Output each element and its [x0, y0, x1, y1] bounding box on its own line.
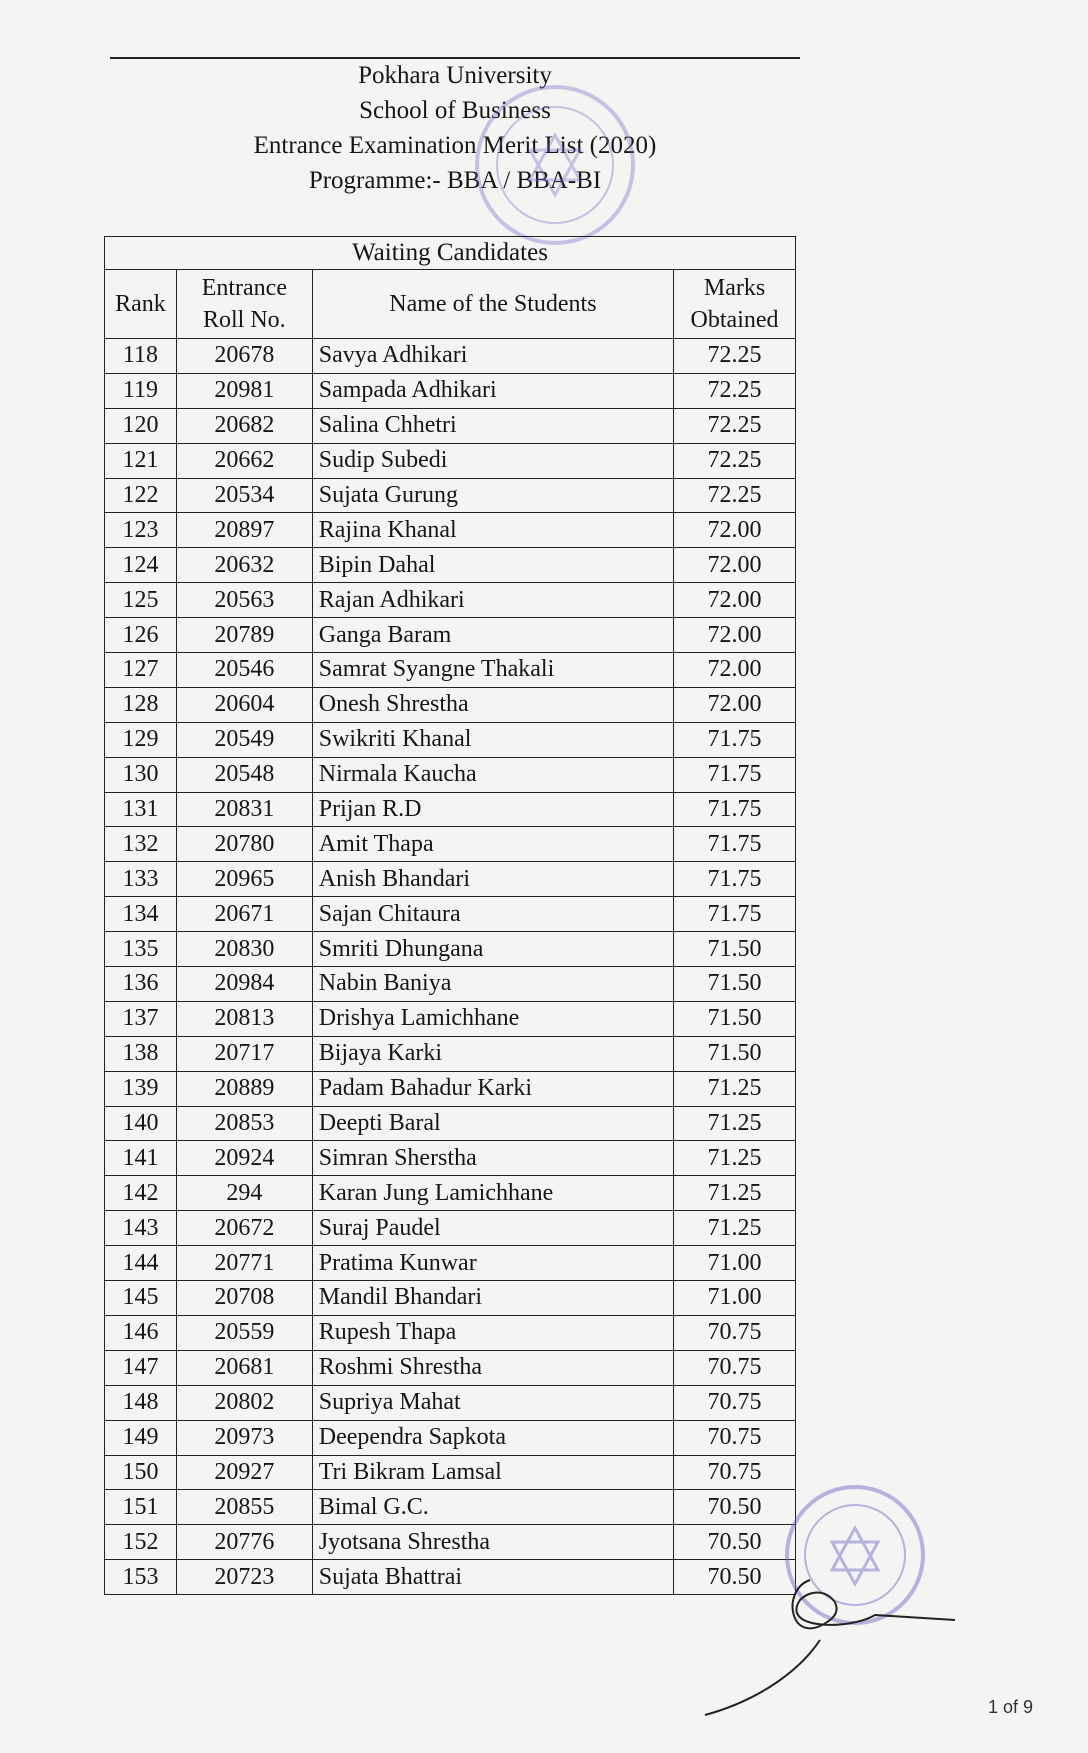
name-cell: Sujata Gurung	[312, 478, 673, 513]
roll-cell: 20802	[176, 1385, 312, 1420]
roll-cell: 20563	[176, 583, 312, 618]
marks-cell: 70.75	[674, 1315, 796, 1350]
rank-cell: 127	[105, 653, 177, 688]
table-row	[105, 1211, 796, 1246]
school-seal-icon	[470, 80, 640, 250]
name-cell: Simran Sherstha	[312, 1141, 673, 1176]
roll-cell: 20534	[176, 478, 312, 513]
table-row	[105, 862, 796, 897]
roll-cell: 20831	[176, 792, 312, 827]
name-cell: Roshmi Shrestha	[312, 1350, 673, 1385]
table-row	[105, 1246, 796, 1281]
name-cell: Sujata Bhattrai	[312, 1560, 673, 1595]
rank-cell: 123	[105, 513, 177, 548]
marks-cell: 71.75	[674, 897, 796, 932]
table-row	[105, 687, 796, 722]
marks-cell: 71.75	[674, 862, 796, 897]
signature-icon	[700, 1560, 960, 1740]
table-row	[105, 827, 796, 862]
name-cell: Bimal G.C.	[312, 1490, 673, 1525]
table-row	[105, 548, 796, 583]
marks-cell: 72.00	[674, 548, 796, 583]
marks-cell: 71.50	[674, 967, 796, 1002]
table-caption: Waiting Candidates	[105, 237, 796, 270]
roll-cell: 20853	[176, 1106, 312, 1141]
roll-cell: 20708	[176, 1281, 312, 1316]
marks-cell: 71.75	[674, 757, 796, 792]
name-cell: Onesh Shrestha	[312, 687, 673, 722]
table-row	[105, 443, 796, 478]
rank-cell: 132	[105, 827, 177, 862]
marks-cell: 70.75	[674, 1385, 796, 1420]
rank-cell: 119	[105, 373, 177, 408]
marks-cell: 72.00	[674, 687, 796, 722]
table-row	[105, 1560, 796, 1595]
marks-cell: 71.25	[674, 1211, 796, 1246]
table-row	[105, 373, 796, 408]
marks-cell: 71.25	[674, 1106, 796, 1141]
name-cell: Pratima Kunwar	[312, 1246, 673, 1281]
rank-cell: 149	[105, 1420, 177, 1455]
rank-cell: 131	[105, 792, 177, 827]
roll-cell: 20771	[176, 1246, 312, 1281]
table-row	[105, 653, 796, 688]
name-cell: Amit Thapa	[312, 827, 673, 862]
name-cell: Prijan R.D	[312, 792, 673, 827]
name-cell: Deepti Baral	[312, 1106, 673, 1141]
rank-cell: 122	[105, 478, 177, 513]
roll-cell: 20789	[176, 618, 312, 653]
marks-cell: 72.00	[674, 583, 796, 618]
marks-cell: 71.00	[674, 1246, 796, 1281]
table-row	[105, 618, 796, 653]
header-marks	[674, 270, 796, 339]
marks-cell: 70.50	[674, 1490, 796, 1525]
table-row	[105, 897, 796, 932]
table-row	[105, 1490, 796, 1525]
name-cell: Bijaya Karki	[312, 1036, 673, 1071]
roll-cell: 20813	[176, 1001, 312, 1036]
rank-cell: 144	[105, 1246, 177, 1281]
header-roll-line1: Entrance	[201, 275, 287, 301]
roll-cell: 20855	[176, 1490, 312, 1525]
table-row	[105, 1420, 796, 1455]
name-cell: Jyotsana Shrestha	[312, 1525, 673, 1560]
name-cell: Anish Bhandari	[312, 862, 673, 897]
roll-cell: 20671	[176, 897, 312, 932]
name-cell: Savya Adhikari	[312, 339, 673, 374]
header-roll	[176, 270, 312, 339]
rank-cell: 142	[105, 1176, 177, 1211]
header-marks-line2: Obtained	[690, 307, 779, 333]
university-name: Pokhara University	[358, 62, 552, 89]
name-cell: Supriya Mahat	[312, 1385, 673, 1420]
marks-cell: 71.75	[674, 827, 796, 862]
table-row	[105, 722, 796, 757]
document-header	[110, 58, 800, 198]
roll-cell: 20981	[176, 373, 312, 408]
roll-cell: 20632	[176, 548, 312, 583]
roll-cell: 20973	[176, 1420, 312, 1455]
table-body	[105, 339, 796, 1595]
rank-cell: 133	[105, 862, 177, 897]
name-cell: Suraj Paudel	[312, 1211, 673, 1246]
table-row	[105, 1315, 796, 1350]
school-name: School of Business	[359, 97, 551, 124]
name-cell: Sampada Adhikari	[312, 373, 673, 408]
table-row	[105, 1036, 796, 1071]
programme-line: Programme:- BBA / BBA-BI	[308, 167, 602, 194]
rank-cell: 129	[105, 722, 177, 757]
roll-cell: 20678	[176, 339, 312, 374]
marks-cell: 72.25	[674, 373, 796, 408]
rank-cell: 124	[105, 548, 177, 583]
marks-cell: 72.25	[674, 478, 796, 513]
marks-cell: 72.25	[674, 408, 796, 443]
rank-cell: 148	[105, 1385, 177, 1420]
name-cell: Deependra Sapkota	[312, 1420, 673, 1455]
rank-cell: 136	[105, 967, 177, 1002]
roll-cell: 20604	[176, 687, 312, 722]
merit-table	[104, 236, 796, 1595]
marks-cell: 72.00	[674, 653, 796, 688]
rank-cell: 139	[105, 1071, 177, 1106]
table-row	[105, 1001, 796, 1036]
rank-cell: 143	[105, 1211, 177, 1246]
table-row	[105, 513, 796, 548]
roll-cell: 20559	[176, 1315, 312, 1350]
table-row	[105, 1525, 796, 1560]
marks-cell: 71.00	[674, 1281, 796, 1316]
rank-cell: 146	[105, 1315, 177, 1350]
name-cell: Salina Chhetri	[312, 408, 673, 443]
rank-cell: 125	[105, 583, 177, 618]
roll-cell: 20889	[176, 1071, 312, 1106]
rank-cell: 153	[105, 1560, 177, 1595]
name-cell: Rupesh Thapa	[312, 1315, 673, 1350]
rank-cell: 118	[105, 339, 177, 374]
marks-cell: 72.00	[674, 513, 796, 548]
header-name: Name of the Students	[312, 270, 673, 339]
table-row	[105, 792, 796, 827]
table-row	[105, 478, 796, 513]
name-cell: Smriti Dhungana	[312, 932, 673, 967]
marks-cell: 72.00	[674, 618, 796, 653]
marks-cell: 70.50	[674, 1560, 796, 1595]
rank-cell: 126	[105, 618, 177, 653]
page-number: 1 of 9	[988, 1697, 1034, 1717]
table-row	[105, 932, 796, 967]
roll-cell: 20682	[176, 408, 312, 443]
rank-cell: 128	[105, 687, 177, 722]
roll-cell: 20662	[176, 443, 312, 478]
name-cell: Samrat Syangne Thakali	[312, 653, 673, 688]
marks-cell: 70.75	[674, 1455, 796, 1490]
rank-cell: 130	[105, 757, 177, 792]
table-row	[105, 967, 796, 1002]
rank-cell: 120	[105, 408, 177, 443]
list-title: Entrance Examination Merit List (2020)	[253, 132, 657, 159]
roll-cell: 20780	[176, 827, 312, 862]
rank-cell: 147	[105, 1350, 177, 1385]
marks-cell: 71.50	[674, 932, 796, 967]
rank-cell: 134	[105, 897, 177, 932]
name-cell: Nirmala Kaucha	[312, 757, 673, 792]
roll-cell: 20984	[176, 967, 312, 1002]
table-row	[105, 1455, 796, 1490]
name-cell: Swikriti Khanal	[312, 722, 673, 757]
table-row	[105, 1071, 796, 1106]
table-row	[105, 1176, 796, 1211]
name-cell: Sajan Chitaura	[312, 897, 673, 932]
table-row	[105, 1141, 796, 1176]
roll-cell: 20924	[176, 1141, 312, 1176]
marks-cell: 70.50	[674, 1525, 796, 1560]
name-cell: Tri Bikram Lamsal	[312, 1455, 673, 1490]
marks-cell: 72.25	[674, 339, 796, 374]
marks-cell: 71.50	[674, 1036, 796, 1071]
marks-cell: 71.50	[674, 1001, 796, 1036]
roll-cell: 20897	[176, 513, 312, 548]
name-cell: Sudip Subedi	[312, 443, 673, 478]
rank-cell: 152	[105, 1525, 177, 1560]
marks-cell: 71.75	[674, 722, 796, 757]
table-row	[105, 408, 796, 443]
roll-cell: 20776	[176, 1525, 312, 1560]
header-marks-line1: Marks	[703, 275, 766, 301]
roll-cell: 20965	[176, 862, 312, 897]
rank-cell: 137	[105, 1001, 177, 1036]
rank-cell: 145	[105, 1281, 177, 1316]
roll-cell: 20681	[176, 1350, 312, 1385]
name-cell: Padam Bahadur Karki	[312, 1071, 673, 1106]
marks-cell: 71.25	[674, 1071, 796, 1106]
marks-cell: 71.75	[674, 792, 796, 827]
roll-cell: 20723	[176, 1560, 312, 1595]
name-cell: Bipin Dahal	[312, 548, 673, 583]
table-row	[105, 1106, 796, 1141]
rank-cell: 141	[105, 1141, 177, 1176]
roll-cell: 20717	[176, 1036, 312, 1071]
table-row	[105, 339, 796, 374]
name-cell: Ganga Baram	[312, 618, 673, 653]
header-rank: Rank	[105, 270, 177, 339]
marks-cell: 72.25	[674, 443, 796, 478]
roll-cell: 20548	[176, 757, 312, 792]
rank-cell: 140	[105, 1106, 177, 1141]
name-cell: Karan Jung Lamichhane	[312, 1176, 673, 1211]
rank-cell: 121	[105, 443, 177, 478]
name-cell: Drishya Lamichhane	[312, 1001, 673, 1036]
table-row	[105, 1350, 796, 1385]
roll-cell: 20830	[176, 932, 312, 967]
table-row	[105, 583, 796, 618]
name-cell: Nabin Baniya	[312, 967, 673, 1002]
marks-cell: 70.75	[674, 1350, 796, 1385]
table-row	[105, 1385, 796, 1420]
marks-cell: 71.25	[674, 1176, 796, 1211]
table-header-row	[105, 270, 796, 339]
table-caption-row	[105, 237, 796, 270]
rank-cell: 135	[105, 932, 177, 967]
table-row	[105, 757, 796, 792]
roll-cell: 20927	[176, 1455, 312, 1490]
name-cell: Rajan Adhikari	[312, 583, 673, 618]
roll-cell: 20672	[176, 1211, 312, 1246]
rank-cell: 151	[105, 1490, 177, 1525]
rank-cell: 138	[105, 1036, 177, 1071]
name-cell: Mandil Bhandari	[312, 1281, 673, 1316]
table-row	[105, 1281, 796, 1316]
roll-cell: 20546	[176, 653, 312, 688]
marks-cell: 70.75	[674, 1420, 796, 1455]
roll-cell: 294	[176, 1176, 312, 1211]
marks-cell: 71.25	[674, 1141, 796, 1176]
roll-cell: 20549	[176, 722, 312, 757]
name-cell: Rajina Khanal	[312, 513, 673, 548]
rank-cell: 150	[105, 1455, 177, 1490]
header-roll-line2: Roll No.	[203, 307, 286, 333]
